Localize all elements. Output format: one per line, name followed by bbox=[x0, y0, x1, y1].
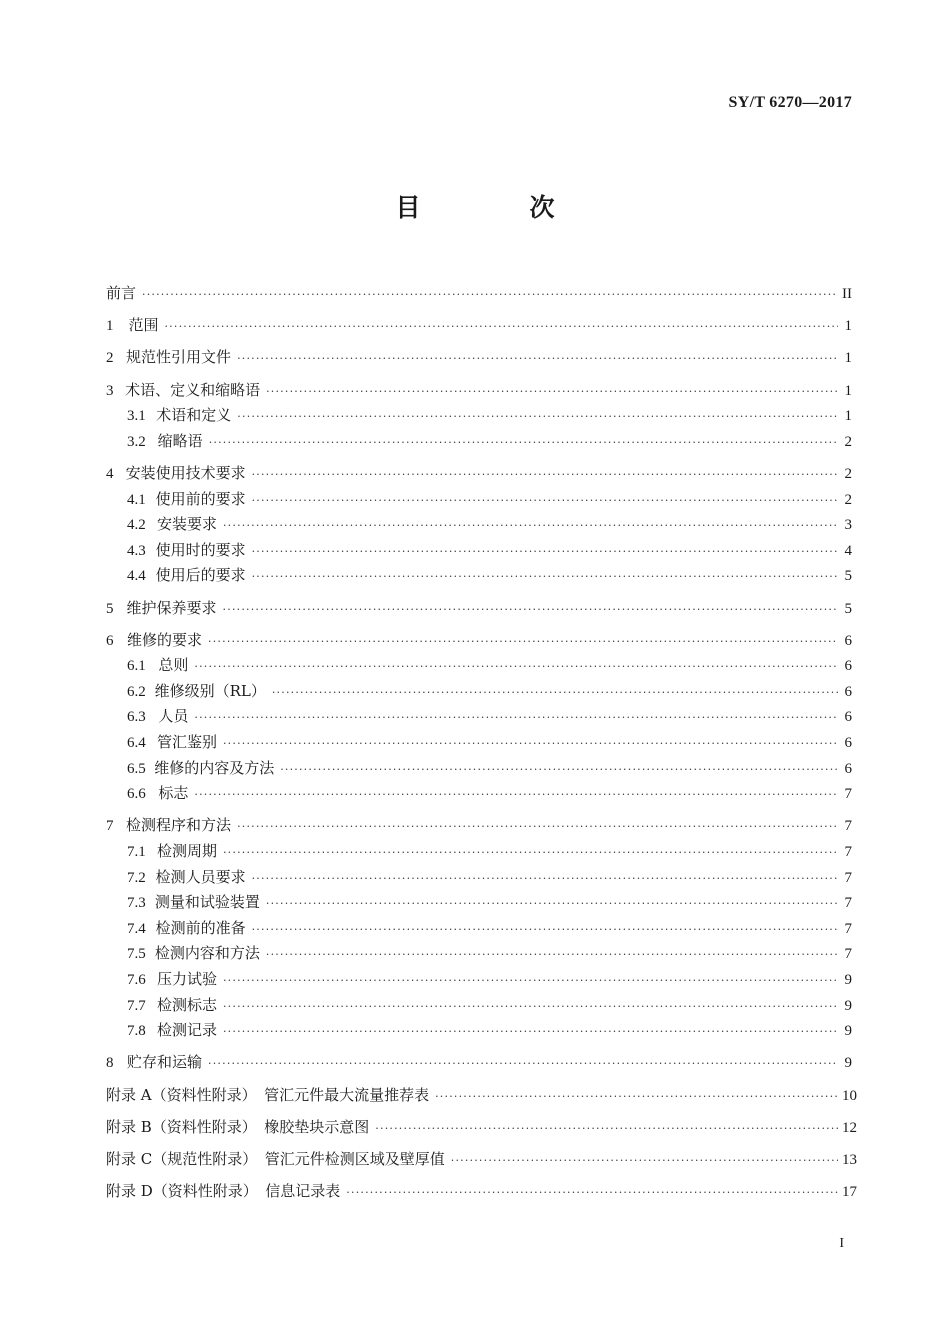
toc-entry-label: 维修级别（RL） bbox=[154, 681, 266, 700]
toc-entry-page: 1 bbox=[844, 408, 852, 425]
toc-entry-label: 检测内容和方法 bbox=[154, 944, 260, 963]
toc-entry-number: 7.5 bbox=[127, 946, 146, 963]
toc-entry-page: 9 bbox=[844, 1023, 852, 1040]
toc-entry-label: 附录 B（资料性附录） 橡胶垫块示意图 bbox=[106, 1117, 370, 1136]
dot-leader bbox=[194, 788, 838, 801]
toc-entry-label: 术语、定义和缩略语 bbox=[125, 380, 261, 399]
dot-leader bbox=[223, 1000, 838, 1013]
toc-entry-number: 7.8 bbox=[127, 1023, 146, 1040]
toc-entry-label: 贮存和运输 bbox=[127, 1053, 203, 1072]
toc-entry-number: 7.3 bbox=[127, 895, 146, 912]
toc-entry-label: 缩略语 bbox=[157, 431, 203, 450]
toc-entry-label: 维护保养要求 bbox=[126, 598, 217, 617]
toc-entry[interactable] bbox=[106, 597, 852, 623]
toc-entry-page: 17 bbox=[842, 1184, 857, 1201]
toc-entry[interactable] bbox=[106, 814, 852, 840]
toc-entry-number: 4.2 bbox=[127, 517, 146, 534]
toc-entry[interactable] bbox=[106, 1116, 857, 1142]
toc-entry[interactable] bbox=[106, 654, 852, 680]
toc-entry-label: 维修的要求 bbox=[127, 630, 203, 649]
toc-entry-number: 7.7 bbox=[127, 997, 146, 1014]
dot-leader bbox=[272, 686, 838, 699]
toc-entry-page: 1 bbox=[844, 318, 852, 335]
toc-entry-number: 7.4 bbox=[127, 920, 146, 937]
dot-leader bbox=[252, 468, 838, 481]
toc-entry-label: 术语和定义 bbox=[156, 406, 232, 425]
toc-entry-label: 附录 D（资料性附录） 信息记录表 bbox=[106, 1182, 341, 1201]
toc-entry-page: 1 bbox=[844, 350, 852, 367]
dot-leader bbox=[252, 570, 838, 583]
toc-entry[interactable] bbox=[106, 539, 852, 565]
toc-entry[interactable] bbox=[106, 866, 852, 892]
dot-leader bbox=[223, 603, 838, 616]
toc-entry-page: 2 bbox=[844, 433, 852, 450]
toc-entry-page: 13 bbox=[842, 1151, 857, 1168]
toc-entry-page: 9 bbox=[844, 1055, 852, 1072]
dot-leader bbox=[252, 872, 838, 885]
toc-entry-label: 管汇鉴别 bbox=[156, 733, 217, 752]
toc-entry-page: 4 bbox=[844, 542, 852, 559]
toc-entry-number: 7 bbox=[106, 818, 114, 835]
toc-entry-page: II bbox=[842, 286, 852, 302]
toc-entry-label: 检测前的准备 bbox=[155, 918, 246, 937]
toc-entry[interactable] bbox=[106, 757, 852, 783]
toc-entry-page: 7 bbox=[844, 818, 852, 835]
toc-entry-label: 压力试验 bbox=[156, 970, 217, 988]
dot-leader bbox=[237, 352, 838, 365]
toc-entry-number: 6.6 bbox=[127, 786, 146, 803]
toc-entry-label: 使用时的要求 bbox=[155, 540, 246, 559]
toc-entry-number: 1 bbox=[106, 318, 114, 335]
dot-leader bbox=[209, 436, 838, 449]
dot-leader bbox=[194, 711, 838, 724]
toc-entry-label: 前言 bbox=[106, 284, 137, 302]
toc-entry[interactable] bbox=[106, 462, 852, 488]
dot-leader bbox=[435, 1090, 838, 1103]
toc-entry-label: 检测周期 bbox=[156, 842, 217, 861]
toc-entry-page: 5 bbox=[844, 568, 852, 585]
toc-entry[interactable] bbox=[106, 404, 852, 430]
toc-entry-page: 9 bbox=[844, 972, 852, 988]
dot-leader bbox=[223, 974, 838, 987]
toc-entry-label: 附录 A（资料性附录） 管汇元件最大流量推荐表 bbox=[106, 1085, 430, 1104]
toc-entry-number: 4.1 bbox=[127, 491, 146, 508]
table-of-contents bbox=[106, 282, 857, 1206]
toc-entry[interactable] bbox=[106, 917, 852, 943]
dot-leader bbox=[194, 660, 838, 673]
dot-leader bbox=[266, 385, 838, 398]
toc-entry[interactable] bbox=[106, 1148, 857, 1174]
toc-entry[interactable] bbox=[106, 1019, 852, 1045]
dot-leader bbox=[164, 320, 838, 333]
toc-entry[interactable] bbox=[106, 731, 852, 757]
toc-entry[interactable] bbox=[106, 314, 852, 340]
toc-entry[interactable] bbox=[106, 840, 852, 866]
toc-entry-label: 安装使用技术要求 bbox=[125, 463, 246, 482]
toc-entry[interactable] bbox=[106, 564, 852, 590]
dot-leader bbox=[237, 410, 838, 423]
toc-entry-page: 7 bbox=[844, 946, 852, 963]
toc-entry-number: 7.2 bbox=[127, 869, 146, 886]
dot-leader bbox=[223, 846, 838, 859]
toc-entry-label: 总则 bbox=[158, 656, 189, 675]
toc-entry-page: 10 bbox=[842, 1087, 857, 1104]
toc-entry-number: 3 bbox=[106, 382, 114, 399]
toc-entry-label: 范围 bbox=[128, 316, 159, 335]
toc-entry-label: 检测标志 bbox=[156, 995, 217, 1014]
toc-entry-number: 6 bbox=[106, 632, 114, 649]
toc-entry-page: 6 bbox=[844, 683, 852, 700]
dot-leader bbox=[280, 763, 838, 776]
toc-entry[interactable] bbox=[106, 968, 852, 994]
toc-entry-page: 6 bbox=[844, 658, 852, 675]
toc-entry[interactable] bbox=[106, 942, 852, 968]
dot-leader bbox=[142, 288, 838, 301]
toc-entry-page: 6 bbox=[844, 632, 852, 649]
dot-leader bbox=[375, 1122, 838, 1135]
dot-leader bbox=[208, 1057, 838, 1070]
toc-entry-number: 3.2 bbox=[127, 433, 146, 450]
toc-entry-page: 7 bbox=[844, 920, 852, 937]
toc-entry-number: 6.5 bbox=[127, 760, 146, 777]
toc-entry[interactable] bbox=[106, 379, 852, 405]
toc-entry[interactable] bbox=[106, 782, 852, 808]
toc-entry-page: 7 bbox=[844, 895, 852, 912]
toc-entry-number: 3.1 bbox=[127, 408, 146, 425]
toc-entry-label: 使用后的要求 bbox=[155, 566, 246, 585]
toc-entry-page: 2 bbox=[844, 491, 852, 508]
toc-entry-label: 使用前的要求 bbox=[155, 489, 246, 508]
toc-entry-number: 7.1 bbox=[127, 844, 146, 861]
toc-entry-page: 9 bbox=[844, 997, 852, 1014]
toc-entry-label: 维修的内容及方法 bbox=[154, 758, 275, 777]
dot-leader bbox=[223, 519, 838, 532]
toc-entry-number: 4 bbox=[106, 465, 114, 482]
toc-entry[interactable] bbox=[106, 680, 852, 706]
toc-entry[interactable] bbox=[106, 430, 852, 456]
page-title: 目 次 bbox=[395, 193, 597, 222]
toc-entry-page: 6 bbox=[844, 709, 852, 726]
toc-entry[interactable] bbox=[106, 346, 852, 372]
toc-entry-page: 12 bbox=[842, 1119, 857, 1136]
toc-entry-label: 检测人员要求 bbox=[155, 867, 246, 886]
dot-leader bbox=[252, 494, 838, 507]
toc-entry-label: 检测程序和方法 bbox=[126, 816, 232, 835]
toc-entry-number: 4.3 bbox=[127, 542, 146, 559]
toc-entry-label: 安装要求 bbox=[156, 515, 217, 534]
dot-leader bbox=[266, 948, 838, 961]
toc-entry-label: 检测记录 bbox=[156, 1021, 217, 1040]
toc-entry[interactable] bbox=[106, 488, 852, 514]
toc-entry-page: 3 bbox=[844, 517, 852, 534]
dot-leader bbox=[346, 1186, 838, 1199]
toc-entry-label: 人员 bbox=[158, 707, 189, 726]
dot-leader bbox=[223, 1025, 838, 1038]
toc-entry[interactable] bbox=[106, 1051, 852, 1077]
dot-leader bbox=[451, 1154, 838, 1167]
page-number: I bbox=[839, 1236, 844, 1251]
toc-entry-number: 5 bbox=[106, 600, 114, 617]
toc-entry-page: 5 bbox=[844, 600, 852, 617]
toc-entry-label: 附录 C（规范性附录） 管汇元件检测区域及壁厚值 bbox=[106, 1149, 445, 1168]
toc-entry-number: 6.4 bbox=[127, 735, 146, 752]
toc-entry-page: 6 bbox=[844, 735, 852, 752]
toc-entry-page: 6 bbox=[844, 760, 852, 777]
toc-entry[interactable] bbox=[106, 705, 852, 731]
standard-code: SY/T 6270—2017 bbox=[728, 94, 852, 111]
dot-leader bbox=[252, 923, 838, 936]
dot-leader bbox=[237, 820, 838, 833]
dot-leader bbox=[252, 545, 838, 558]
toc-entry-number: 8 bbox=[106, 1055, 114, 1072]
dot-leader bbox=[266, 897, 838, 910]
toc-entry-page: 7 bbox=[844, 786, 852, 803]
toc-entry-page: 7 bbox=[844, 869, 852, 886]
toc-entry[interactable] bbox=[106, 994, 852, 1020]
dot-leader bbox=[208, 635, 838, 648]
toc-entry-page: 2 bbox=[844, 465, 852, 482]
toc-entry[interactable] bbox=[106, 1180, 857, 1206]
toc-entry-number: 4.4 bbox=[127, 568, 146, 585]
toc-entry-number: 6.2 bbox=[127, 683, 146, 700]
toc-entry-label: 标志 bbox=[158, 784, 189, 803]
toc-entry-number: 6.3 bbox=[127, 709, 146, 726]
toc-entry-page: 7 bbox=[844, 844, 852, 861]
toc-entry-label: 测量和试验装置 bbox=[154, 893, 260, 912]
toc-entry[interactable] bbox=[106, 513, 852, 539]
toc-entry[interactable] bbox=[106, 1084, 857, 1110]
toc-entry[interactable] bbox=[106, 891, 852, 917]
toc-entry[interactable] bbox=[106, 629, 852, 655]
toc-entry-page: 1 bbox=[844, 382, 852, 399]
toc-entry-number: 2 bbox=[106, 350, 114, 367]
dot-leader bbox=[223, 737, 838, 750]
toc-entry-label: 规范性引用文件 bbox=[126, 348, 232, 367]
toc-entry-number: 6.1 bbox=[127, 658, 146, 675]
toc-entry[interactable] bbox=[106, 282, 852, 308]
toc-entry-number: 7.6 bbox=[127, 972, 146, 988]
